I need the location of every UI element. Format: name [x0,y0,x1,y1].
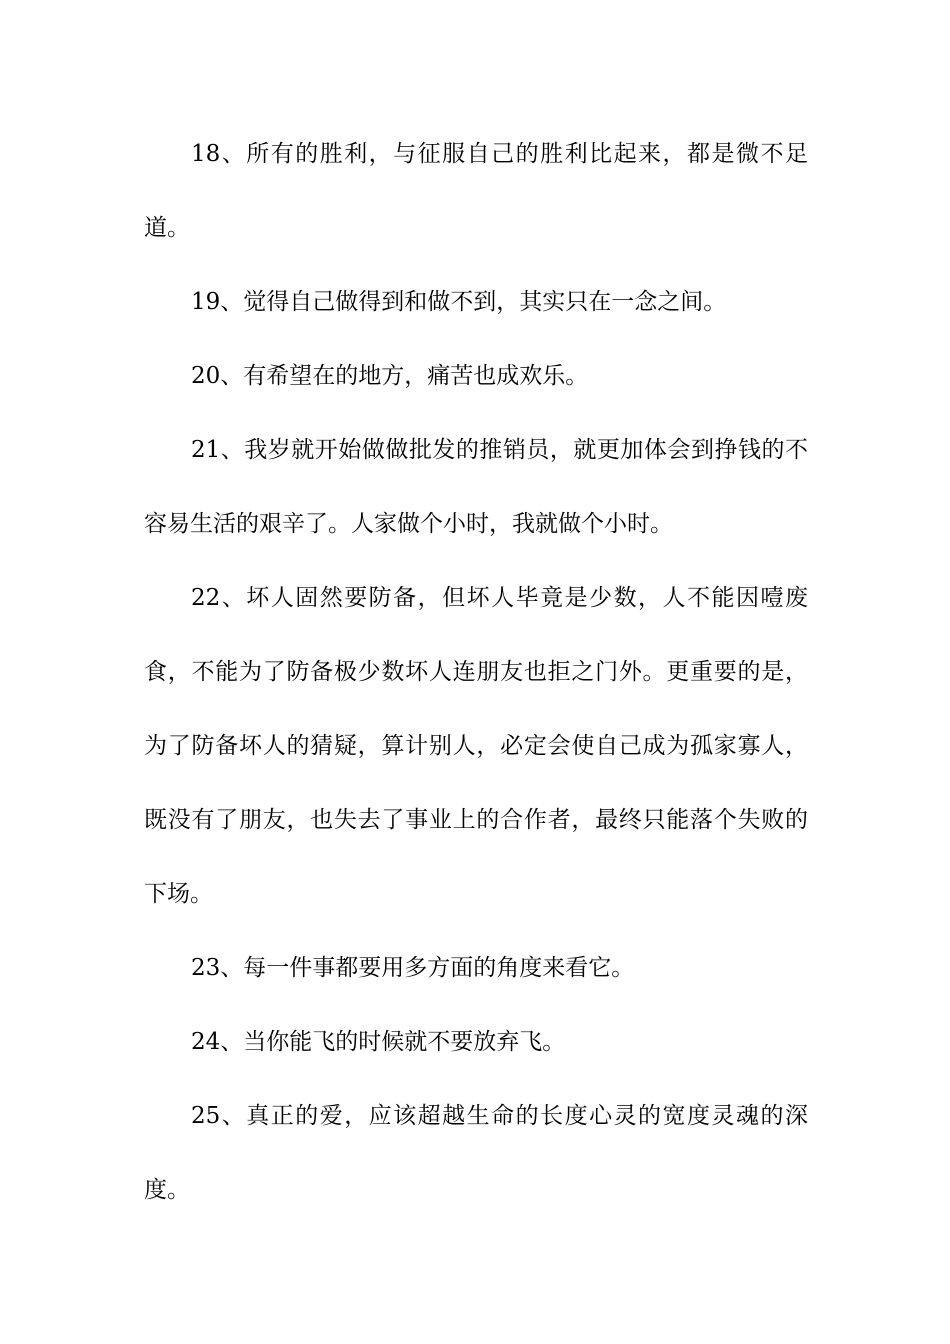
paragraph-20: 20、有希望在的地方，痛苦也成欢乐。 [191,363,589,389]
document-body [144,117,808,1227]
paragraph-24: 24、当你能飞的时候就不要放弃飞。 [191,1029,566,1055]
paragraph-18: 18、所有的胜利，与征服自己的胜利比起来，都是微不足道。 [144,141,808,241]
paragraph-19: 19、觉得自己做得到和做不到，其实只在一念之间。 [191,289,727,315]
paragraph-25: 25、真正的爱，应该超越生命的长度心灵的宽度灵魂的深度。 [144,1103,808,1203]
paragraph-21: 21、我岁就开始做做批发的推销员，就更加体会到挣钱的不容易生活的艰辛了。人家做个小时，我就做个小时。 [144,437,808,537]
paragraph-23: 23、每一件事都要用多方面的角度来看它。 [191,955,635,981]
paragraph-22: 22、坏人固然要防备，但坏人毕竟是少数，人不能因噎废食，不能为了防备极少数坏人连朋友也拒之门外。更重要的是，为了防备坏人的猜疑，算计别人，必定会使自己成为孤家寡人，既没有了朋友，也失去了事业上的合作者，最终只能落个失败的下场。 [144,585,808,907]
